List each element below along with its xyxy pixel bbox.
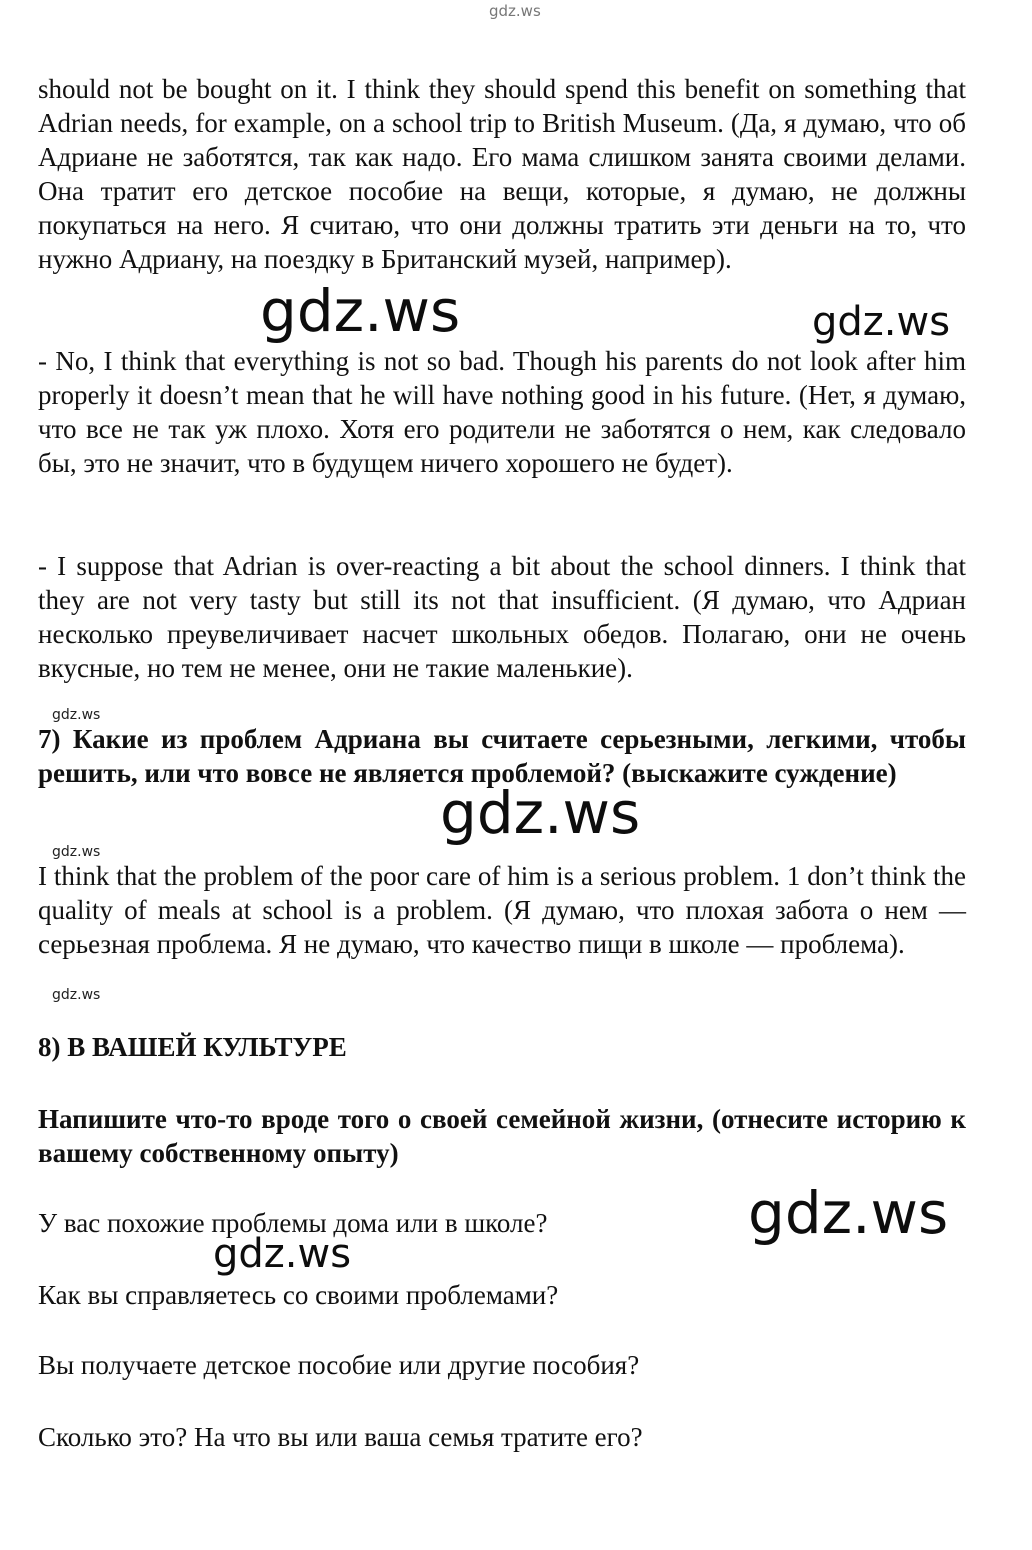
question-7-heading: 7) Какие из проблем Адриана вы считаете серьезными, легкими, чтобы решить, или что вовсе не является проблемой? (выскажите суждение)	[38, 724, 966, 788]
question-d: Сколько это? На что вы или ваша семья тратите его?	[38, 1422, 643, 1452]
section-8-heading: 8) В ВАШЕЙ КУЛЬТУРЕ	[38, 1032, 347, 1062]
watermark-large-1: gdz.ws	[260, 277, 461, 345]
watermark-medium-2: gdz.ws	[213, 1231, 352, 1277]
watermark-large-3: gdz.ws	[748, 1179, 949, 1247]
question-a: У вас похожие проблемы дома или в школе?	[38, 1208, 548, 1238]
task-8-instructions: Напишите что-то вроде того о своей семейной жизни, (отнесите историю к вашему собственному опыту)	[38, 1104, 966, 1168]
paragraph-answer-3: - I suppose that Adrian is over-reacting a bit about the school dinners. I think that they are not very tasty but still its not that insufficient. (Я думаю, что Адриан несколько преувеличивает насчет школьных обедов. Полагаю, они не очень вкусные, но тем не менее, они не такие маленькие).	[38, 551, 966, 683]
watermark-top: gdz.ws	[489, 2, 541, 20]
watermark-small-3: gdz.ws	[52, 987, 101, 1003]
watermark-small-2: gdz.ws	[52, 844, 101, 860]
question-c: Вы получаете детское пособие или другие пособия?	[38, 1350, 640, 1380]
paragraph-answer-7: I think that the problem of the poor care of him is a serious problem. 1 don’t think the quality of meals at school is a problem. (Я думаю, что плохая забота о нем — серьезная проблема. Я не думаю, что качество пищи в школе — проблема).	[38, 861, 966, 959]
watermark-medium-1: gdz.ws	[812, 299, 951, 345]
watermark-large-2: gdz.ws	[440, 779, 641, 847]
paragraph-answer-2: - No, I think that everything is not so bad. Though his parents do not look after him properly it doesn’t mean that he will have nothing good in his future. (Нет, я думаю, что все не так уж плохо. Хотя его родители не заботятся о нем, как следовало бы, это не значит, что в будущем ничего хорошего не будет).	[38, 346, 966, 478]
question-b: Как вы справляетесь со своими проблемами?	[38, 1280, 559, 1310]
watermark-small-1: gdz.ws	[52, 707, 101, 723]
paragraph-answer-1: should not be bought on it. I think they should spend this benefit on something that Adrian needs, for example, on a school trip to British Museum. (Да, я думаю, что об Адриане не заботятся, так как надо. Его мама слишком занята своими делами. Она тратит его детское пособие на вещи, которые, я думаю, не должны покупаться на него. Я считаю, что они должны тратить эти деньги на то, что нужно Адриану, на поездку в Британский музей, например).	[38, 74, 966, 274]
